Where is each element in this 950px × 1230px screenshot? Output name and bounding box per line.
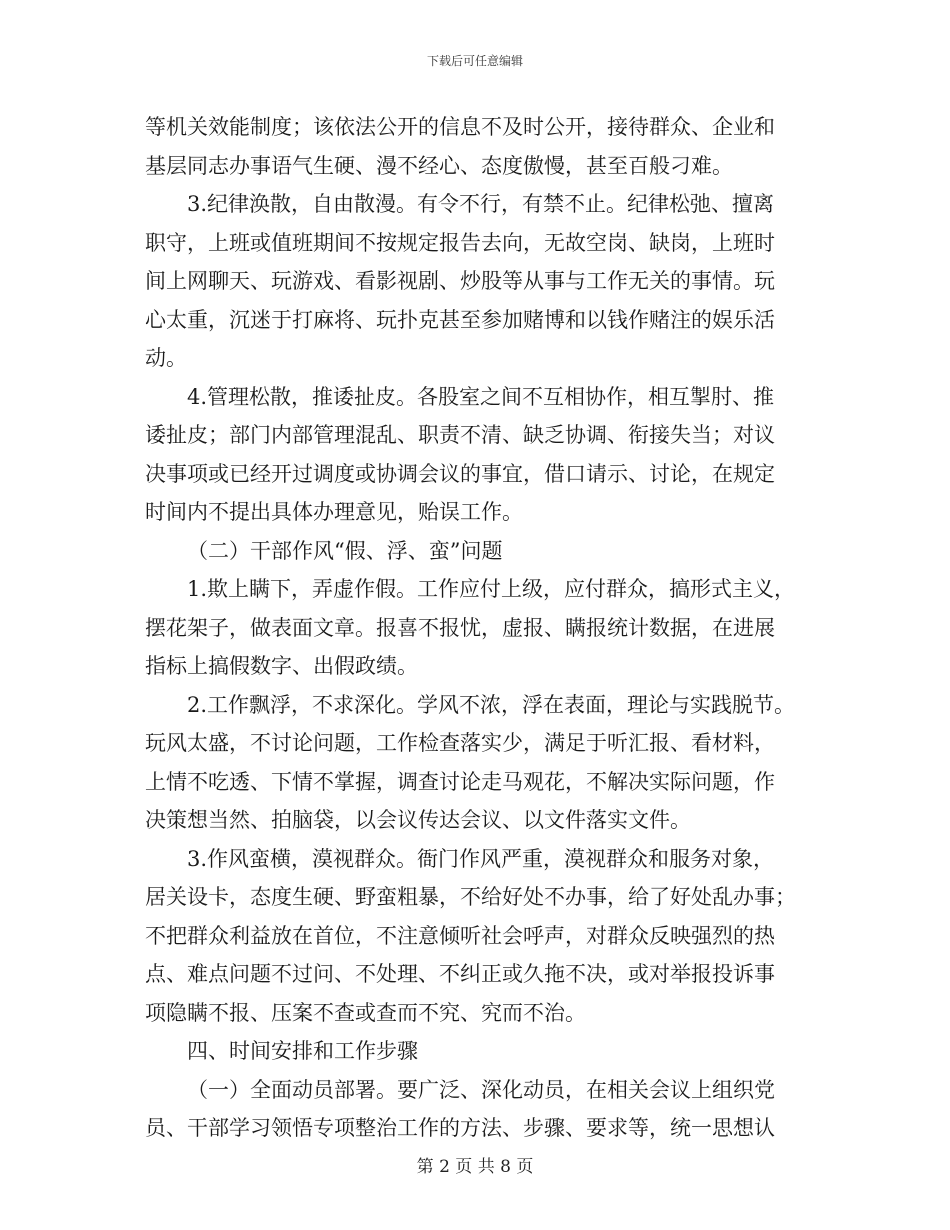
paragraph-line: 基层同志办事语气生硬、漫不经心、态度傲慢，甚至百般刁难。 xyxy=(145,153,733,178)
page-header: 下载后可任意编辑 xyxy=(426,54,523,68)
paragraph-line: 诿扯皮；部门内部管理混乱、职责不清、缺乏协调、衔接失当；对议 xyxy=(145,423,775,447)
paragraph-line: 决事项或已经开过调度或协调会议的事宜，借口请示、讨论，在规定 xyxy=(145,461,775,486)
paragraph-line: 上情不吃透、下情不掌握，调查讨论走马观花，不解决实际问题，作 xyxy=(145,769,775,794)
paragraph-line: 心太重，沉迷于打麻将、玩扑克甚至参加赌博和以钱作赌注的娱乐活 xyxy=(145,307,775,332)
paragraph-line: 等机关效能制度；该依法公开的信息不及时公开，接待群众、企业和 xyxy=(145,115,775,139)
document-body xyxy=(145,108,805,1148)
page-footer: 第 2 页 共 8 页 xyxy=(416,1157,534,1177)
paragraph-line: 员、干部学习领悟专项整治工作的方法、步骤、要求等，统一思想认 xyxy=(145,1116,775,1140)
paragraph-line: 指标上搞假数字、出假政绩。 xyxy=(145,654,418,678)
paragraph-line: 4.管理松散，推诿扯皮。各股室之间不互相协作，相互掣肘、推 xyxy=(187,384,775,409)
paragraph-line: 职守，上班或值班期间不按规定报告去向，无故空岗、缺岗，上班时 xyxy=(145,230,775,255)
paragraph-line: 玩风太盛，不讨论问题，工作检查落实少，满足于听汇报、看材料， xyxy=(145,731,775,755)
paragraph-line: 动。 xyxy=(145,346,187,370)
paragraph-line: 决策想当然、拍脑袋，以会议传达会议、以文件落实文件。 xyxy=(145,808,691,832)
paragraph-line: （一）全面动员部署。要广泛、深化动员，在相关会议上组织党 xyxy=(187,1077,775,1102)
paragraph-line: 3.纪律涣散，自由散漫。有令不行，有禁不止。纪律松弛、擅离 xyxy=(187,192,775,216)
paragraph-line: 时间内不提出具体办理意见，贻误工作。 xyxy=(145,500,523,524)
paragraph-line: 1.欺上瞒下，弄虚作假。工作应付上级，应付群众，搞形式主义， xyxy=(187,577,796,601)
paragraph-line: 点、难点问题不过问、不处理、不纠正或久拖不决，或对举报投诉事 xyxy=(145,962,775,986)
paragraph-line: 摆花架子，做表面文章。报喜不报忧，虚报、瞒报统计数据，在进展 xyxy=(145,615,775,640)
paragraph-line: 四、时间安排和工作步骤 xyxy=(187,1039,418,1063)
paragraph-line: 不把群众利益放在首位，不注意倾听社会呼声，对群众反映强烈的热 xyxy=(145,923,775,948)
paragraph-line: 项隐瞒不报、压案不查或查而不究、究而不治。 xyxy=(145,1000,586,1025)
paragraph-line: （二）干部作风“假、浮、蛮”问题 xyxy=(187,538,503,563)
paragraph-line: 2.工作飘浮，不求深化。学风不浓，浮在表面，理论与实践脱节。 xyxy=(187,692,796,717)
paragraph-line: 3.作风蛮横，漠视群众。衙门作风严重，漠视群众和服务对象， xyxy=(187,846,775,871)
paragraph-line: 间上网聊天、玩游戏、看影视剧、炒股等从事与工作无关的事情。玩 xyxy=(145,269,775,293)
paragraph-line: 居关设卡，态度生硬、野蛮粗暴，不给好处不办事，给了好处乱办事； xyxy=(145,885,796,909)
